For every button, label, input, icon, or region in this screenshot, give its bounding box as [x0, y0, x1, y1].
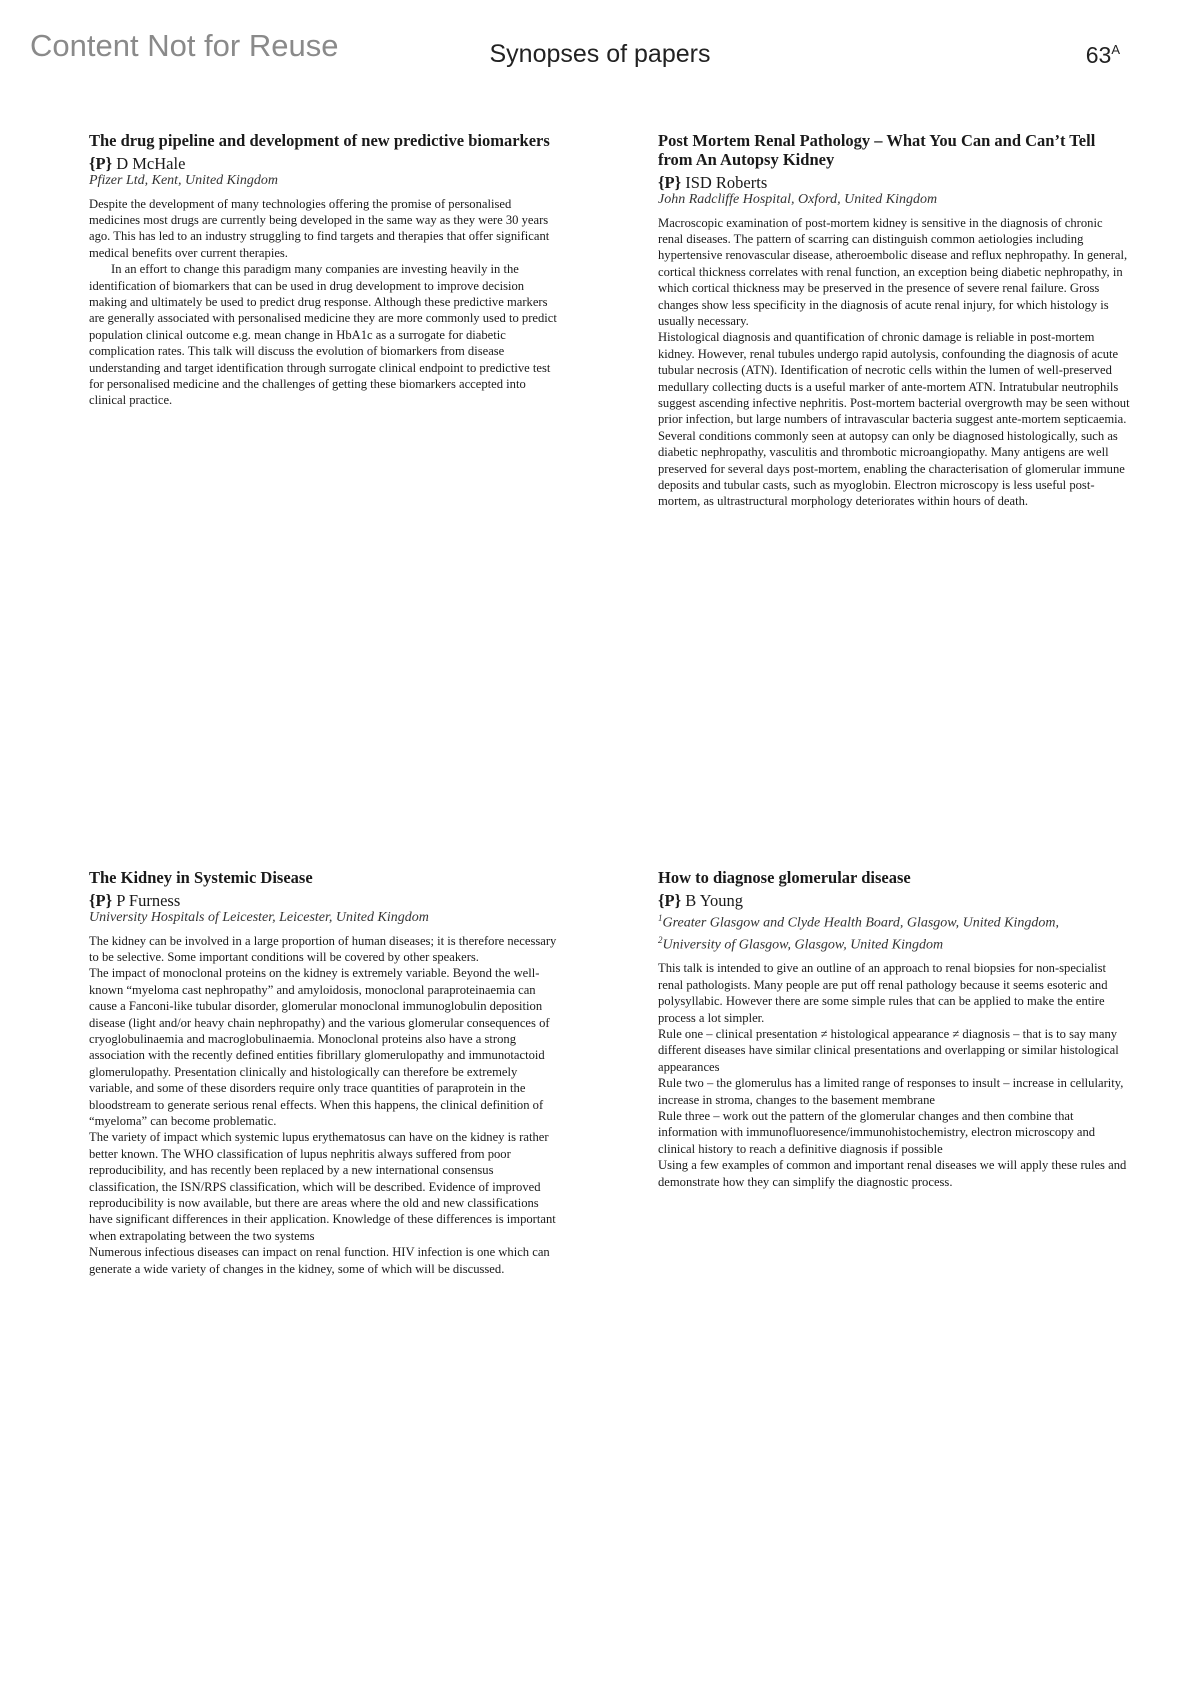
abstract-drug-pipeline [89, 131, 561, 409]
author-name: P Furness [116, 891, 181, 910]
author-name: D McHale [116, 154, 186, 173]
abstract-title: Post Mortem Renal Pathology – What You Can and Can’t Tell from An Autopsy Kidney [658, 131, 1096, 169]
page-number-value: 63 [1085, 42, 1112, 68]
abstract-body [89, 196, 561, 409]
affiliation-number: 2 [658, 935, 663, 946]
abstract-author [658, 173, 1130, 192]
abstract-affiliation [658, 932, 1130, 954]
affiliation-number: 1 [658, 913, 663, 923]
abstract-affiliation: John Radcliffe Hospital, Oxford, United Kingdom [658, 192, 938, 207]
abstract-body [658, 960, 1130, 1190]
abstract-paragraph: Rule three – work out the pattern of the glomerular changes and then combine that information with immunofluoresence/immunohistochemistry, electron microscopy and clinical history to reach a definitive diagnosis if possible [658, 1108, 1096, 1156]
presenter-tag: {P} [658, 173, 682, 192]
abstract-title: The drug pipeline and development of new predictive biomarkers [89, 131, 550, 150]
abstract-paragraph: The variety of impact which systemic lupus erythematosus can have on the kidney is rather better known. The WHO classification of lupus nephritis always suffered from poor reproducibility, and has recently been replaced by a new international consensus classification, the ISN/RPS classification, which will be described. Evidence of improved reproducibility is now available, but there are areas where the old and new classifications have significant differences in their application. Knowledge of these differences is important when extrapolating between the two systems [89, 1130, 556, 1243]
author-name: B Young [685, 891, 744, 910]
abstract-post-mortem-renal [658, 131, 1130, 510]
page-number-suffix: A [1111, 42, 1120, 57]
page-number [1086, 42, 1120, 69]
presenter-tag: {P} [658, 891, 682, 910]
abstract-paragraph: This talk is intended to give an outline of an approach to renal biopsies for non-specialist renal pathologists. Many people are put off renal pathology because it seems esoteric and polysyllabic. However there are some simple rules that can be applied to make the entire process a lot simpler. [658, 961, 1108, 1025]
author-name: ISD Roberts [685, 173, 768, 192]
presenter-tag: {P} [89, 891, 113, 910]
abstract-author [89, 891, 561, 910]
abstract-affiliation [658, 910, 1130, 932]
affiliation-text: Greater Glasgow and Clyde Health Board, Glasgow, United Kingdom, [662, 915, 1060, 931]
abstract-paragraph: The kidney can be involved in a large proportion of human diseases; it is therefore necessary to be selective. Some important conditions will be covered by other speakers. [89, 933, 557, 964]
abstract-title: The Kidney in Systemic Disease [89, 868, 313, 887]
abstract-paragraph: Despite the development of many technologies offering the promise of personalised medicines most drugs are currently being developed in the same way as they were 30 years ago. This has led to an industry struggling to find targets and therapies that offer significant medical benefits over current therapies. [89, 196, 550, 260]
watermark: Content Not for Reuse [30, 28, 339, 63]
abstract-paragraph: Numerous infectious diseases can impact on renal function. HIV infection is one which can generate a wide variety of changes in the kidney, some of which will be discussed. [89, 1245, 550, 1276]
abstract-paragraph: Using a few examples of common and important renal diseases we will apply these rules and demonstrate how they can simplify the diagnostic process. [658, 1158, 1127, 1189]
abstract-paragraph: Rule one – clinical presentation ≠ histological appearance ≠ diagnosis – that is to say many different diseases have similar clinical presentations and overlapping or similar histological appearances [658, 1026, 1119, 1074]
abstract-body [89, 933, 561, 1278]
abstract-paragraph: Rule two – the glomerulus has a limited range of responses to insult – increase in cellularity, increase in stroma, changes to the basement membrane [658, 1076, 1124, 1107]
abstract-paragraph: Several conditions commonly seen at autopsy can only be diagnosed histologically, such as diabetic nephropathy, vasculitis and thrombotic microangiopathy. Many antigens are well preserved for several days post-mortem, enabling the characterisation of glomerular immune deposits and tubular casts, such as myoglobin. Electron microscopy is less useful post-mortem, as ultrastructural morphology deteriorates within hours of death. [658, 428, 1125, 509]
affiliation-text: University of Glasgow, Glasgow, United Kingdom [662, 937, 944, 953]
abstract-affiliation: Pfizer Ltd, Kent, United Kingdom [89, 173, 278, 188]
abstract-kidney-systemic-disease [89, 868, 561, 1277]
running-title: Synopses of papers [489, 40, 711, 68]
abstract-author [658, 891, 1130, 910]
abstract-author [89, 154, 561, 173]
abstract-paragraph: Histological diagnosis and quantification of chronic damage is reliable in post-mortem kidney. However, renal tubules undergo rapid autolysis, confounding the diagnosis of acute tubular necrosis (ATN). Identification of necrotic cells within the lumen of well-preserved medullary collecting ducts is a useful marker of ante-mortem ATN. Intratubular neutrophils suggest ascending infective nephritis. Post-mortem bacterial overgrowth may be seen without prior infection, but large numbers of intravascular bacteria suggest ante-mortem septicaemia. [658, 330, 1130, 427]
abstract-title: How to diagnose glomerular disease [658, 868, 911, 887]
abstract-paragraph: The impact of monoclonal proteins on the kidney is extremely variable. Beyond the well-known “myeloma cast nephropathy” and amyloidosis, monoclonal paraproteinaemia can cause a Fanconi-like tubular disorder, glomerular monoclonal immunoglobulin deposition disease (light and/or heavy chain nephropathy) and the various glomerular consequences of cryoglobulinaemia and macroglobulinaemia. Monoclonal proteins also have a strong association with the recently defined entities fibrillary glomerulopathy and immunotactoid glomerulopathy. Presentation clinically and histologically can therefore be extremely variable, and some of these disorders require only trace quantities of paraprotein in the bloodstream to generate serious renal effects. When this happens, the clinical definition of “myeloma” can become problematic. [89, 966, 550, 1128]
abstract-paragraph: In an effort to change this paradigm many companies are investing heavily in the identification of biomarkers that can be used in drug development to improve decision making and ultimately be used to predict drug response. Although these predictive markers are generally associated with personalised medicine they are more commonly used to predict population clinical outcome e.g. mean change in HbA1c as a surrogate for diabetic complication rates. This talk will discuss the evolution of biomarkers from disease understanding and target identification through surrogate clinical endpoint to predictive test for personalised medicine and the challenges of getting these biomarkers accepted into clinical practice. [89, 262, 557, 408]
abstract-affiliation: University Hospitals of Leicester, Leicester, United Kingdom [89, 910, 429, 925]
abstract-glomerular-disease [658, 868, 1130, 1190]
abstract-paragraph: Macroscopic examination of post-mortem kidney is sensitive in the diagnosis of chronic renal diseases. The pattern of scarring can distinguish common aetiologies including hypertensive renovascular disease, atheroembolic disease and reflux nephropathy. In general, cortical thickness correlates with renal function, an exception being diabetic nephropathy, in which cortical thickness may be preserved in the presence of severe renal failure. Gross changes show less specificity in the diagnosis of acute renal injury, for which histology is usually necessary. [658, 215, 1128, 328]
presenter-tag: {P} [89, 154, 113, 173]
abstract-body [658, 215, 1130, 510]
